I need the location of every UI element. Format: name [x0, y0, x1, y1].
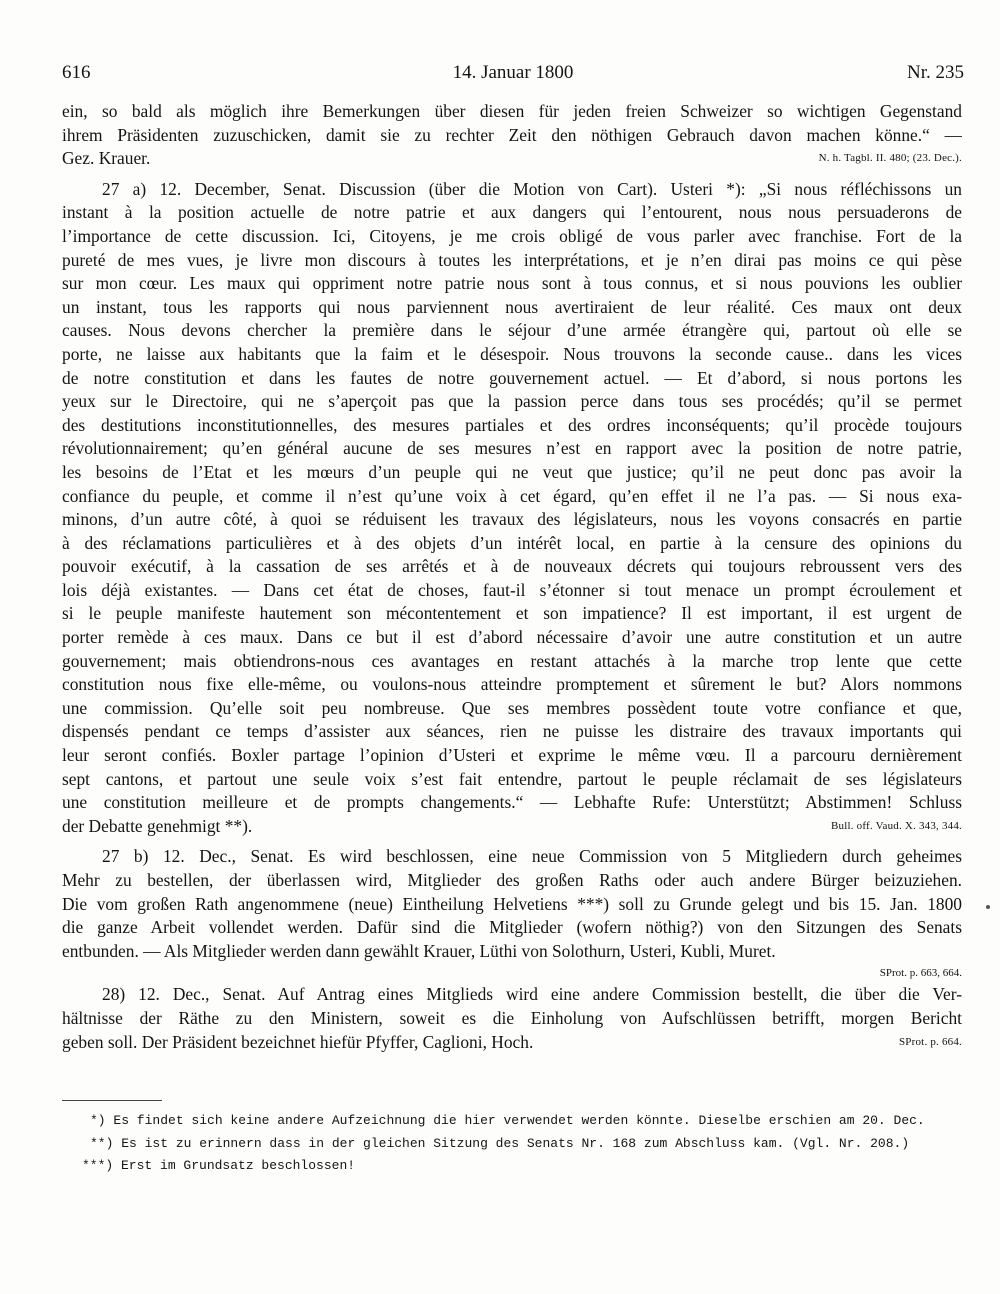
text-line: une commission. Qu’elle soit peu nombreuse. Que ses membres possèdent toute votre confiance et que,	[62, 697, 962, 718]
text-line: dispensés pendant ce temps d’assister aux séances, rien ne puisse les distraire des travaux importants qui	[62, 721, 962, 742]
text-line: entbunden. — Als Mitglieder werden dann gewählt Krauer, Lüthi von Solothurn, Usteri, Kubli, Muret.	[62, 940, 776, 961]
text-line: ihrem Präsidenten zuzuschicken, damit sie zu rechter Zeit den nöthigen Gebrauch davon machen könne.“ —	[62, 124, 962, 145]
text-line: die ganze Arbeit vollendet werden. Dafür sind die Mitglieder (wofern nöthig?) von den Sitzungen des Senats	[62, 917, 962, 938]
source-citation: Bull. off. Vaud. X. 343, 344.	[831, 819, 962, 832]
source-citation: SProt. p. 663, 664.	[879, 967, 962, 980]
footnote-separator	[62, 1100, 162, 1101]
page-number: 616	[62, 62, 91, 83]
footnote: **) Es ist zu erinnern dass in der gleichen Sitzung des Senats Nr. 168 zum Abschluss kam. (Vgl. Nr. 208.)	[90, 1135, 910, 1151]
text-line: une constitution meilleure et de prompts changements.“ — Lebhafte Rufe: Unterstützt; Abstimmen! Schluss	[62, 792, 962, 813]
text-line: yeux sur le Directoire, qui ne s’aperçoit pas que la passion perce dans tous ses procédés; qu’il se permet	[62, 391, 962, 412]
margin-dot	[986, 905, 990, 909]
text-line: pouvoir exécutif, à la cassation de ses arrêtés et à de nouveaux décrets qui toujours rebroussent vers des	[62, 556, 962, 577]
text-line: de notre constitution et dans les fautes de notre gouvernement actuel. — Et d’abord, si nous portons les	[62, 367, 962, 388]
text-line: Die vom großen Rath angenommene (neue) Eintheilung Helvetiens ***) soll zu Grunde gelegt und bis 15. Jan. 1800	[62, 893, 962, 914]
source-citation: N. h. Tagbl. II. 480; (23. Dec.).	[818, 152, 962, 165]
text-line: un instant, tous les rapports qui nous parviennent nous avertiraient de leur réalité. Ces maux ont deux	[62, 296, 962, 317]
text-line: ein, so bald als möglich ihre Bemerkungen über diesen für jeden freien Schweizer so wichtigen Gegenstand	[62, 101, 962, 121]
text-line: révolutionnairement; qu’en général aucune de ses mesures n’est en rapport avec la position de notre patrie,	[62, 438, 962, 459]
paragraph-start: 27 a) 12. December, Senat. Discussion (über die Motion von Cart). Usteri *): „Si nous réfléchissons un	[102, 178, 962, 199]
text-line: les besoins de l’Etat et les mœurs d’un peuple qui ne veut que justice; qu’il ne peut donc pas avoir la	[62, 461, 962, 482]
text-line: à des réclamations particulières et à des objets d’un intérêt local, en partie à la censure des opinions du	[62, 532, 962, 553]
footnotes	[62, 1110, 942, 1178]
text-line: confiance du peuple, et comme il n’est qu’une voix à cet égard, qu’en effet il ne l’a pas. — Si nous exa-	[62, 485, 962, 506]
text-line: lois déjà existantes. — Dans cet état de choses, faut-il s’étonner si tout menace un prompt écroulement et	[62, 579, 962, 600]
text-line: des destitutions inconstitutionnelles, des mesures partiales et des ordres inconséquents; qu’il procède toujours	[62, 414, 962, 435]
paragraph-start: 27 b) 12. Dec., Senat. Es wird beschlossen, eine neue Commission von 5 Mitgliedern durch geheimes	[102, 846, 962, 867]
text-line: causes. Nous devons chercher la première dans le séjour d’une armée étrangère qui, partout où elle se	[62, 320, 962, 341]
text-line: porte, ne laisse aux habitants que la faim et le désespoir. Nous trouvons la seconde cause.. dans les vices	[62, 343, 962, 364]
text-line: sur mon cœur. Les maux qui oppriment notre patrie nous sont à tous connus, et si nous pouvions les oublier	[62, 273, 962, 294]
text-line: porter remède à ces maux. Dans ce but il est d’abord nécessaire d’avoir une autre constitution et un autre	[62, 627, 962, 648]
issue-number: Nr. 235	[907, 62, 964, 83]
text-line	[62, 1031, 962, 1055]
footnote: *) Es findet sich keine andere Aufzeichnung die hier verwendet werden könnte. Dieselbe erschien am 20. Dec.	[90, 1113, 925, 1128]
text-line: minons, d’un autre côté, à quoi se réduisent les travaux des législateurs, nous les voyons consacrés en partie	[62, 509, 962, 530]
paragraph-end-text: der Debatte genehmigt **).	[62, 815, 253, 836]
text-line: gouvernement; mais obtiendrons-nous ces avantages en restant attachés à la marche trop lente que cette	[62, 650, 962, 671]
header-date: 14. Januar 1800	[452, 62, 574, 83]
text-line: hältnisse der Räthe zu den Ministern, soweit es die Einholung von Aufschlüssen betrifft, morgen Bericht	[62, 1007, 962, 1028]
footnote: ***) Erst im Grundsatz beschlossen!	[82, 1158, 356, 1173]
text-line	[62, 147, 962, 171]
text-line: sept cantons, et partout une seule voix s’est fait entendre, partout le peuple réclamait de ses législateurs	[62, 768, 962, 789]
document-body	[62, 100, 962, 1054]
source-citation: SProt. p. 664.	[898, 1035, 962, 1048]
text-line: si le peuple manifeste hautement son mécontentement et son impatience? Il est important, il est urgent de	[62, 603, 962, 624]
text-line: l’importance de cette discussion. Ici, Citoyens, je me crois obligé de vous parler avec franchise. Fort de la	[62, 225, 962, 246]
text-line: pureté de mes vues, je livre mon discours à toutes les interprétations, et je n’en dirai pas moins ce qui pèse	[62, 249, 962, 270]
text-line: leur seront confiés. Boxler partage l’opinion d’Usteri et exprime le même vœu. Il a parcouru dernièrement	[62, 745, 962, 766]
text-line: Mehr zu bestellen, der überlassen wird, Mitglieder des großen Raths oder auch andere Bürger beizuziehen.	[62, 870, 962, 890]
paragraph-start: 28) 12. Dec., Senat. Auf Antrag eines Mitglieds wird eine andere Commission bestellt, die über die Ver-	[102, 984, 962, 1005]
text-line	[62, 815, 962, 839]
text-line: constitution nous fixe elle-même, ou voulons-nous atteindre promptement et sûrement le but? Alors nommons	[62, 674, 962, 695]
page-header	[62, 62, 964, 88]
signature-text: Gez. Krauer.	[62, 148, 151, 169]
text-line: instant à la position actuelle de notre patrie et aux dangers qui l’entourent, nous nous persuaderons de	[62, 202, 962, 223]
paragraph-end-text: geben soll. Der Präsident bezeichnet hiefür Pfyffer, Caglioni, Hoch.	[62, 1031, 534, 1052]
